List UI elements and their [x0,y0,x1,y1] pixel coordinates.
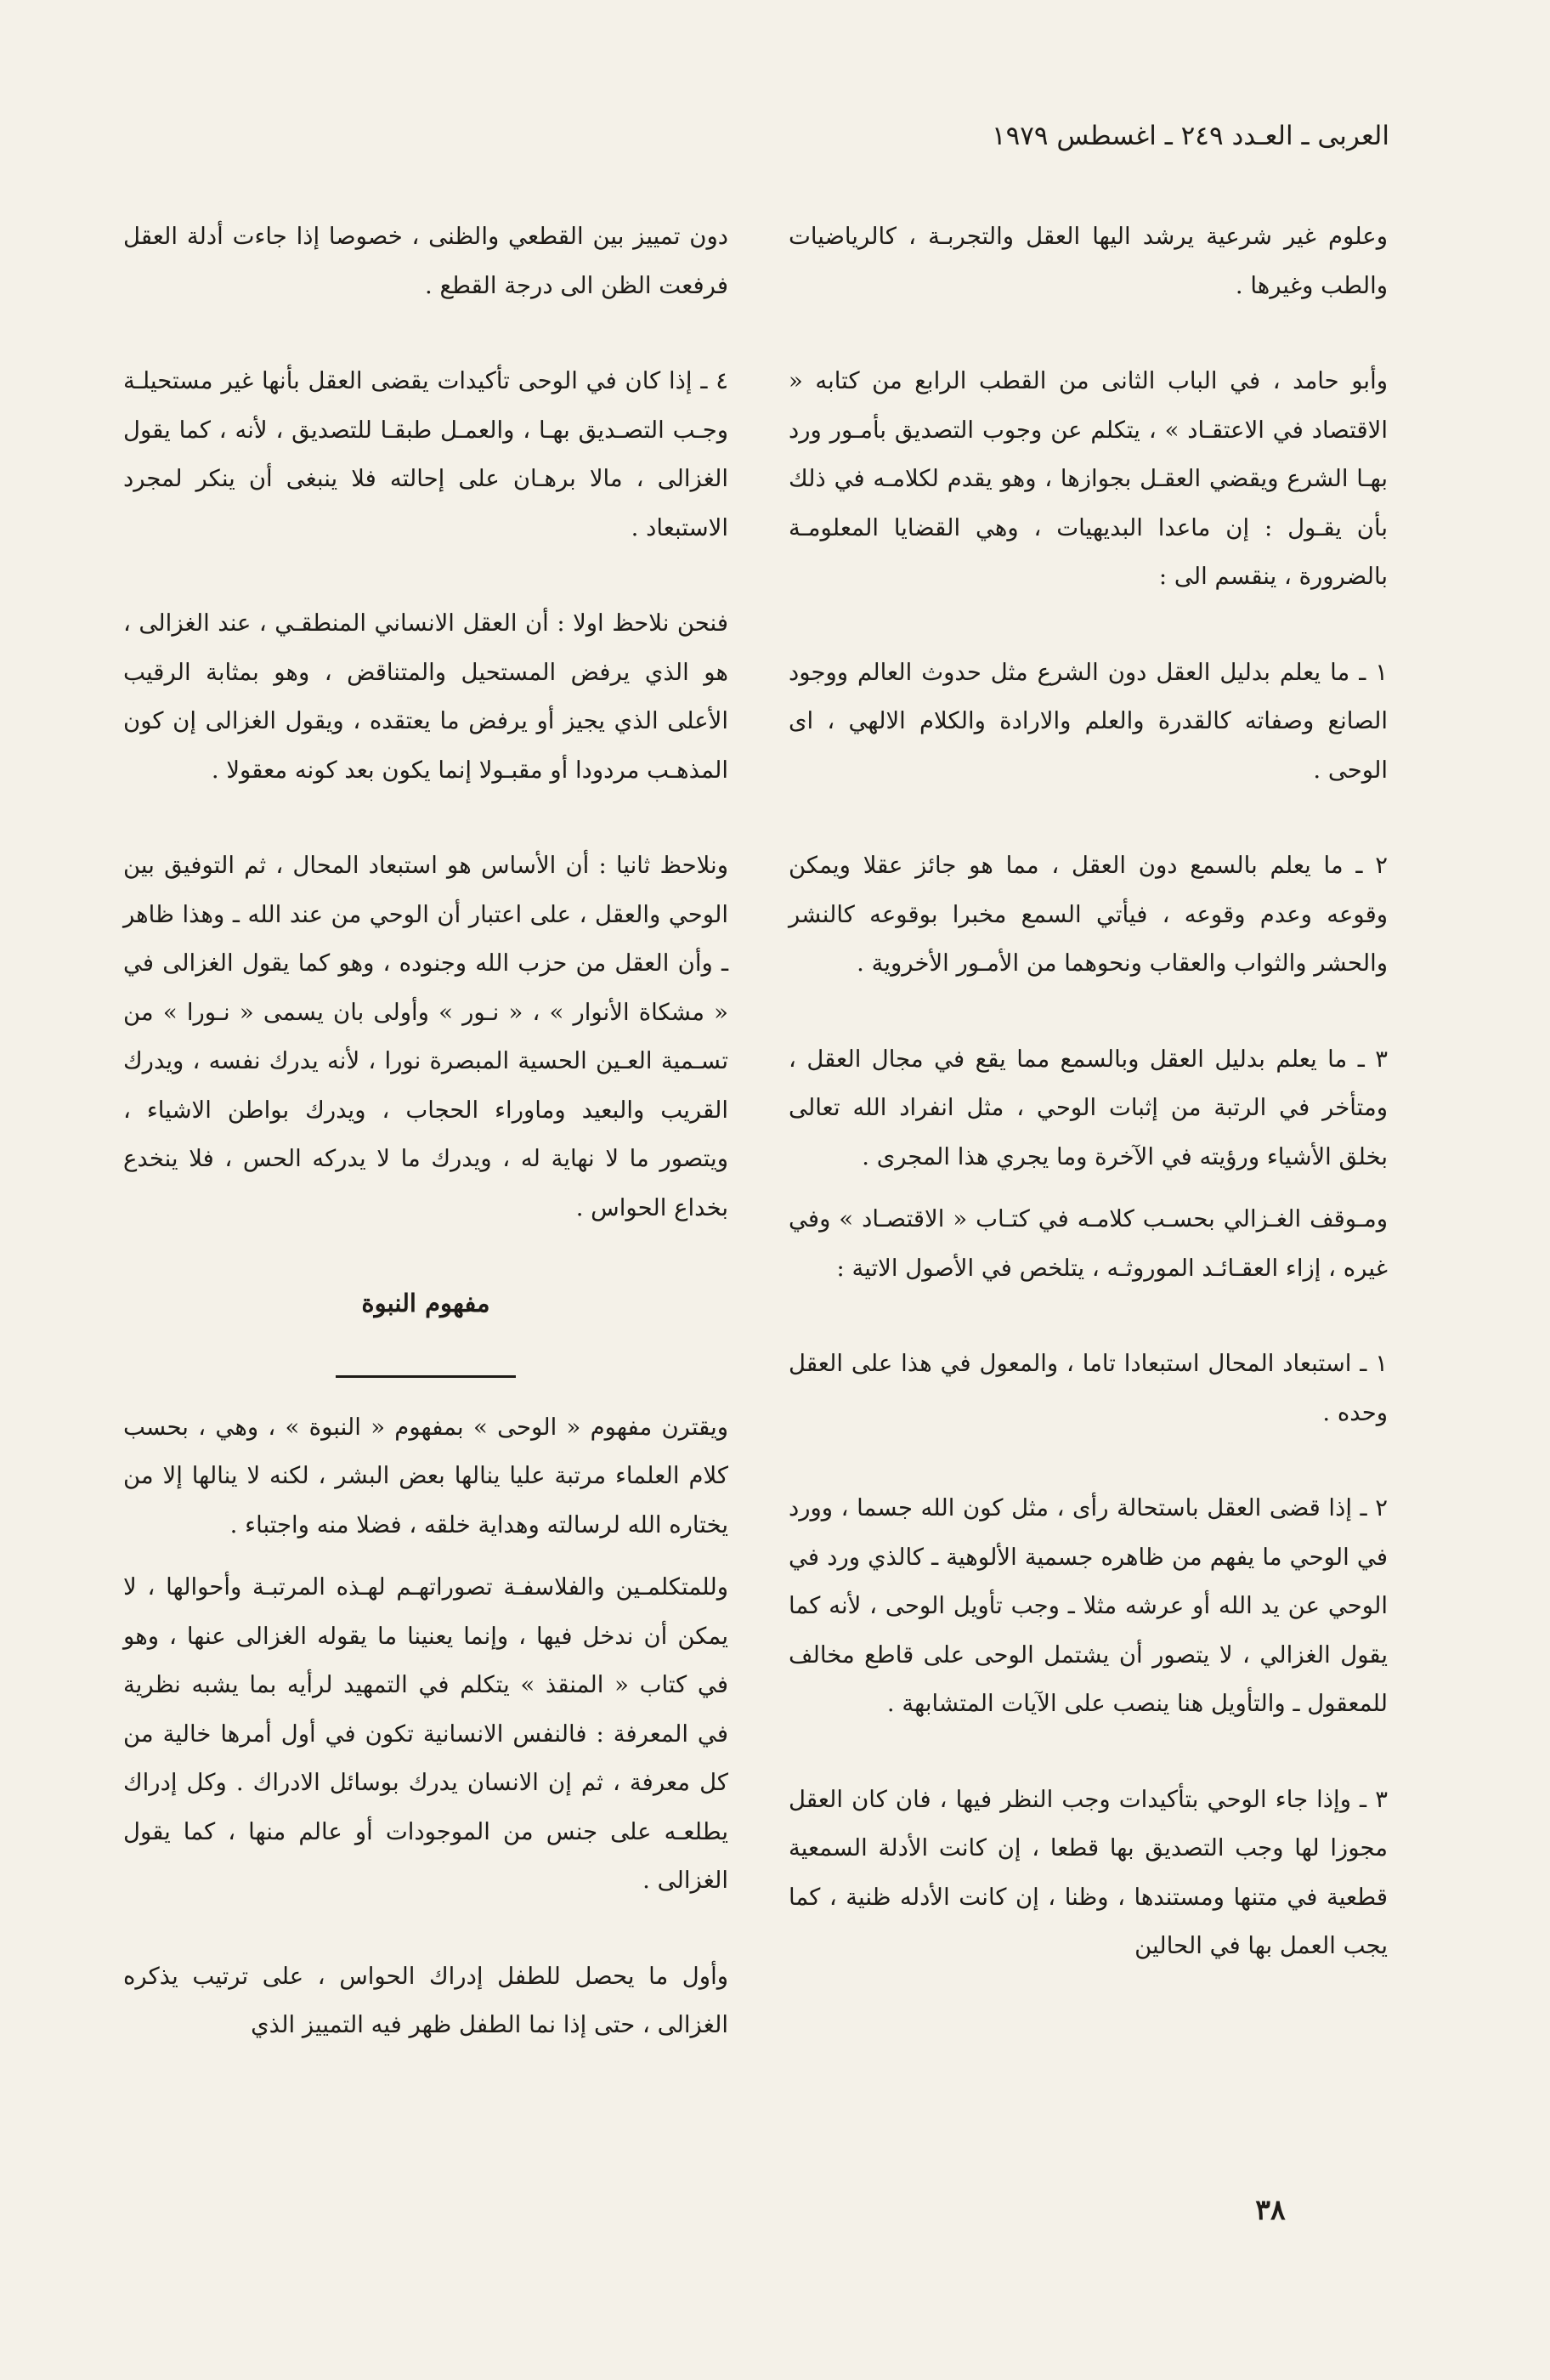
paragraph: دون تمييز بين القطعي والظنى ، خصوصا إذا جاءت أدلة العقل فرفعت الظن الى درجة القطع . [123,223,728,299]
paragraph: ومـوقف الغـزالي بحسـب كلامـه في كتـاب « الاقتصـاد » وفي غيره ، إزاء العقـائـد الموروثـه ، يتلخص في الأصول الاتية : [789,1205,1388,1282]
paragraph: ٢ ـ إذا قضى العقل باستحالة رأى ، مثل كون الله جسما ، وورد في الوحي ما يفهم من ظاهره جسمية الألوهية ـ كالذي ورد في الوحي عن يد الله أو عرشه مثلا ـ وجب تأويل الوحى ، لأنه كما يقول الغزالي ، لا يتصور أن يشتمل الوحى على قاطع مخالف للمعقول ـ والتأويل هنا ينصب على الآيات المتشابهة . [789,1494,1388,1717]
paragraph: وللمتكلمـين والفلاسفـة تصوراتهـم لهـذه المرتبـة وأحوالها ، لا يمكن أن ندخل فيها ، وإنما يعنينا ما يقوله الغزالى عنها ، وهو في كتاب « المنقذ » يتكلم في التمهيد لرأيه بما يشبه نظرية في المعرفة : فالنفس الانسانية تكون في أول أمرها خالية من كل معرفة ، ثم إن الانسان يدرك بوسائل الادراك . وكل إدراك يطلعـه على جنس من الموجودات أو عالم منها ، كما يقول الغزالى . [123,1573,729,1894]
paragraph: ٣ ـ وإذا جاء الوحي بتأكيدات وجب النظر فيها ، فان كان العقل مجوزا لها وجب التصديق بها قطعا ، إن كانت الأدلة السمعية قطعية في متنها ومستندها ، وظنا ، إن كانت الأدله ظنية ، كما يجب العمل بها في الحالين [789,1785,1388,1959]
page-number: ٣٨ [1255,2193,1286,2226]
paragraph: وعلوم غير شرعية يرشد اليها العقل والتجربـة ، كالرياضيات والطب وغيرها . [789,223,1388,299]
paragraph: ١ ـ ما يعلم بدليل العقل دون الشرع مثل حدوث العالم ووجود الصانع وصفاته كالقدرة والعلم والارادة والكلام الالهي ، اى الوحى . [789,658,1388,784]
running-head: العربى ـ العـدد ٢٤٩ ـ اغسطس ١٩٧٩ [991,121,1389,151]
paragraph: ٢ ـ ما يعلم بالسمع دون العقل ، مما هو جائز عقلا ويمكن وقوعه وعدم وقوعه ، فيأتي السمع مخبرا بوقوعه كالنشر والحشر والثواب والعقاب ونحوهما من الأمـور الأخروية . [789,852,1388,977]
paragraph: وأول ما يحصل للطفل إدراك الحواس ، على ترتيب يذكره الغزالى ، حتى إذا نما الطفل ظهر فيه التمييز الذي [123,1962,728,2038]
paragraph: وأبو حامد ، في الباب الثانى من القطب الرابع من كتابه « الاقتصاد في الاعتقـاد » ، يتكلم عن وجوب التصديق بأمـور ورد بهـا الشرع ويقضي العقـل بجوازها ، وهو يقدم لكلامـه في ذلك بأن يقـول : إن ماعدا البديهيات ، وهي القضايا المعلومـة بالضرورة ، ينقسم الى : [789,367,1388,590]
paragraph: فنحن نلاحظ اولا : أن العقل الانساني المنطقـي ، عند الغزالى ، هو الذي يرفض المستحيل والمتناقض ، وهو بمثابة الرقيب الأعلى الذي يجيز أو يرفض ما يعتقده ، ويقول الغزالى إن كون المذهـب مردودا أو مقبـولا إنما يكون بعد كونه معقولا . [123,609,728,784]
paragraph: ويقترن مفهوم « الوحى » بمفهوم « النبوة » ، وهي ، بحسب كلام العلماء مرتبة عليا ينالها بعض البشر ، لكنه لا ينالها إلا من يختاره الله لرسالته وهداية خلقه ، فضلا منه واجتباء . [123,1413,728,1538]
right-column [789,212,1388,2018]
paragraph: ٣ ـ ما يعلم بدليل العقل وبالسمع مما يقع في مجال العقل ، ومتأخر في الرتبة من إثبات الوحي ، مثل انفراد الله تعالى بخلق الأشياء ورؤيته في الآخرة وما يجري هذا المجرى . [789,1045,1388,1170]
left-column [123,212,728,2097]
paragraph: ونلاحظ ثانيا : أن الأساس هو استبعاد المحال ، ثم التوفيق بين الوحي والعقل ، على اعتبار أن الوحي من عند الله ـ وهذا ظاهر ـ وأن العقل من حزب الله وجنوده ، وهو كما يقول الغزالى في « مشكاة الأنوار » ، « نـور » وأولى بان يسمى « نـورا » من تسـمية العـين الحسية المبصرة نورا ، لأنه يدرك نفسه ، ويدرك القريب والبعيد وماوراء الحجاب ، ويدرك بواطن الاشياء ، ويتصور ما لا نهاية له ، ويدرك ما لا يدركه الحس ، فلا ينخدع بخداع الحواس . [123,852,728,1221]
paragraph: ١ ـ استبعاد المحال استبعادا تاما ، والمعول في هذا على العقل وحده . [789,1350,1388,1426]
paragraph: ٤ ـ إذا كان في الوحى تأكيدات يقضى العقل بأنها غير مستحيلـة وجـب التصـديق بهـا ، والعمـل طبقـا للتصديق ، لأنه ، كما يقول الغزالى ، مالا برهـان على إحالته فلا ينبغى أن ينكر لمجرد الاستبعاد . [123,367,728,541]
section-title: مفهوم النبوة [361,1289,490,1318]
title-underline [336,1375,516,1378]
